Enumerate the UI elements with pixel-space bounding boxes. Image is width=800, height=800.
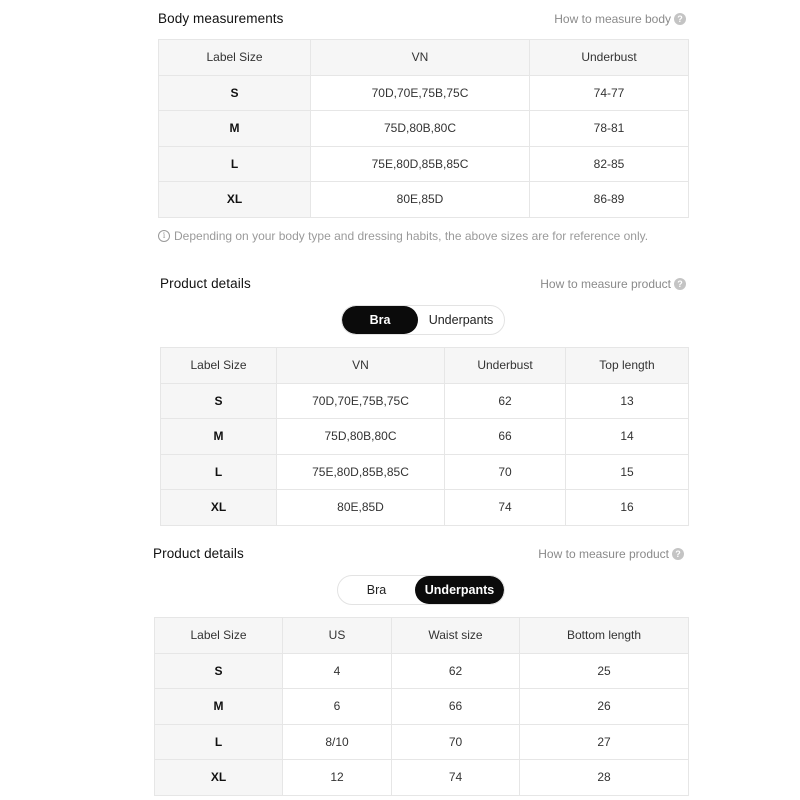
table-cell: 62	[392, 653, 520, 689]
table-row	[155, 760, 689, 796]
table-row	[161, 454, 689, 490]
table-cell: 14	[566, 419, 689, 455]
how-to-measure-product-label: How to measure product	[540, 277, 671, 291]
table-cell: 75E,80D,85B,85C	[277, 454, 445, 490]
table-cell: 74	[392, 760, 520, 796]
table-cell: 86-89	[530, 182, 689, 218]
size-label-cell: XL	[155, 760, 283, 796]
tab-bra[interactable]: Bra	[342, 306, 418, 334]
table-cell: 80E,85D	[277, 490, 445, 526]
table-cell: 27	[520, 724, 689, 760]
table-row	[155, 653, 689, 689]
size-label-cell: L	[161, 454, 277, 490]
tab-bra[interactable]: Bra	[366, 583, 387, 597]
table-cell: 70D,70E,75B,75C	[277, 383, 445, 419]
table-cell: 74	[445, 490, 566, 526]
table-cell: 66	[445, 419, 566, 455]
size-label-cell: L	[159, 146, 311, 182]
table-cell: 82-85	[530, 146, 689, 182]
product-details-title: Product details	[153, 546, 244, 561]
size-label-cell: L	[155, 724, 283, 760]
column-header: VN	[277, 348, 445, 384]
column-header: Waist size	[392, 618, 520, 654]
table-cell: 28	[520, 760, 689, 796]
column-header: US	[283, 618, 392, 654]
table-cell: 70	[392, 724, 520, 760]
table-row	[159, 146, 689, 182]
table-header-row	[161, 348, 689, 384]
column-header: Label Size	[155, 618, 283, 654]
table-cell: 75E,80D,85B,85C	[311, 146, 530, 182]
table-cell: 75D,80B,80C	[277, 419, 445, 455]
column-header: Underbust	[530, 40, 689, 76]
table-row	[161, 383, 689, 419]
table-row	[161, 419, 689, 455]
how-to-measure-product-label: How to measure product	[538, 547, 669, 561]
column-header: VN	[311, 40, 530, 76]
product-underpants-table	[154, 617, 689, 796]
column-header: Top length	[566, 348, 689, 384]
body-measurements-header	[158, 11, 686, 31]
question-circle-icon: ?	[674, 278, 686, 290]
size-label-cell: XL	[159, 182, 311, 218]
table-cell: 70D,70E,75B,75C	[311, 75, 530, 111]
size-label-cell: S	[159, 75, 311, 111]
table-cell: 80E,85D	[311, 182, 530, 218]
size-label-cell: XL	[161, 490, 277, 526]
table-cell: 26	[520, 689, 689, 725]
table-row	[159, 75, 689, 111]
reference-note	[158, 229, 648, 243]
how-to-measure-product-link[interactable]	[540, 277, 686, 291]
table-header-row	[155, 618, 689, 654]
reference-note-text: Depending on your body type and dressing habits, the above sizes are for reference only.	[174, 229, 649, 243]
product-details-underpants-header	[153, 546, 684, 566]
how-to-measure-body-link[interactable]	[554, 12, 686, 26]
table-cell: 66	[392, 689, 520, 725]
table-row	[155, 724, 689, 760]
table-cell: 75D,80B,80C	[311, 111, 530, 147]
bra-underpants-toggle	[337, 575, 505, 605]
tab-underpants[interactable]: Underpants	[428, 313, 494, 327]
column-header: Bottom length	[520, 618, 689, 654]
column-header: Label Size	[161, 348, 277, 384]
tab-underpants[interactable]: Underpants	[415, 576, 504, 604]
question-circle-icon: ?	[674, 13, 686, 25]
table-cell: 13	[566, 383, 689, 419]
size-label-cell: M	[159, 111, 311, 147]
table-cell: 8/10	[283, 724, 392, 760]
bra-underpants-toggle	[341, 305, 505, 335]
table-row	[159, 182, 689, 218]
body-measurements-table	[158, 39, 689, 218]
info-circle-icon: i	[158, 230, 170, 242]
table-row	[159, 111, 689, 147]
how-to-measure-body-label: How to measure body	[554, 12, 671, 26]
product-details-bra-header	[160, 276, 686, 296]
table-cell: 78-81	[530, 111, 689, 147]
table-cell: 70	[445, 454, 566, 490]
question-circle-icon: ?	[672, 548, 684, 560]
size-label-cell: M	[155, 689, 283, 725]
table-cell: 62	[445, 383, 566, 419]
table-cell: 6	[283, 689, 392, 725]
column-header: Underbust	[445, 348, 566, 384]
size-label-cell: S	[161, 383, 277, 419]
product-bra-table	[160, 347, 689, 526]
size-label-cell: S	[155, 653, 283, 689]
how-to-measure-product-link[interactable]	[538, 547, 684, 561]
table-cell: 25	[520, 653, 689, 689]
body-measurements-title: Body measurements	[158, 11, 284, 26]
table-cell: 12	[283, 760, 392, 796]
table-cell: 15	[566, 454, 689, 490]
table-header-row	[159, 40, 689, 76]
product-details-title: Product details	[160, 276, 251, 291]
column-header: Label Size	[159, 40, 311, 76]
size-label-cell: M	[161, 419, 277, 455]
table-row	[161, 490, 689, 526]
table-row	[155, 689, 689, 725]
table-cell: 16	[566, 490, 689, 526]
table-cell: 74-77	[530, 75, 689, 111]
table-cell: 4	[283, 653, 392, 689]
